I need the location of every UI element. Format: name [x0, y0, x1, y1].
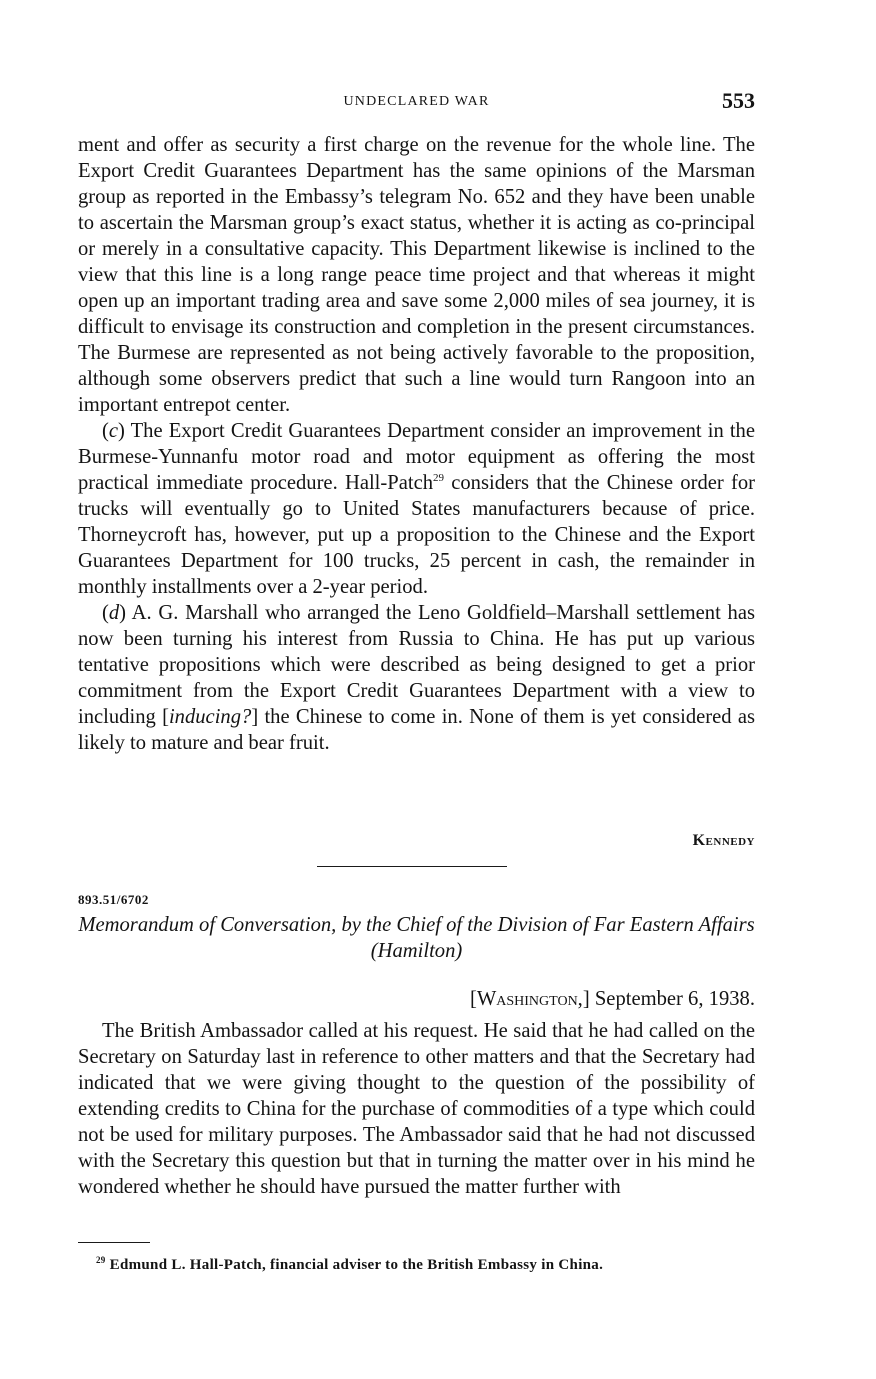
running-head: [78, 88, 755, 118]
paragraph-text: ) The Export Credit Guarantees Department consider an improvement in the Burmese-Yunnanfu motor road and motor equipment as offering the most practical immediate procedure. Hall-Patch: [78, 420, 755, 494]
signature: Kennedy: [692, 832, 755, 849]
italic-text: c: [108, 420, 118, 442]
body-text-bottom: [78, 1018, 755, 1200]
paragraph-text: (: [102, 420, 109, 442]
paragraph-text: considers that the Chinese order for trucks will eventually go to United States manufacturers because of price. Thorneycroft has, however, put up a proposition to the Chinese and the Export Guarantees Department for 100 trucks, 25 percent in cash, the remainder in monthly installments over a 2-year period.: [78, 472, 755, 598]
section-divider: [317, 866, 507, 867]
body-text-top: [78, 132, 755, 756]
footnote-reference: 29: [433, 472, 445, 485]
paragraph-text: (: [102, 602, 109, 624]
paragraph-p3: [78, 600, 755, 756]
italic-text: inducing?: [168, 706, 252, 728]
dateline: [470, 986, 755, 1012]
footnote: [96, 1255, 756, 1275]
paragraph-text: ] the Chinese to come in. None of them is yet considered as likely to mature and bear fruit.: [78, 706, 756, 754]
dateline-place: [Washington,]: [469, 988, 590, 1010]
paragraph-text: ) A. G. Marshall who arranged the Leno Goldfield–Marshall settlement has now been turning his interest from Russia to China. He has put up various tentative propositions which were described as being designed to get a prior commitment from the Export Credit Guarantees Department with a view to including [: [78, 602, 755, 728]
footnote-text: Edmund L. Hall-Patch, financial adviser to the British Embassy in China.: [109, 1257, 604, 1273]
footnote-rule: [78, 1242, 150, 1243]
page-number: 553: [722, 88, 755, 113]
file-number: 893.51/6702: [78, 892, 149, 907]
paragraph-p2: [78, 418, 755, 600]
paragraph-text: The British Ambassador called at his request. He said that he had called on the Secretary on Saturday last in reference to other matters and that the Secretary had indicated that we were giving thought to the question of the possibility of extending credits to China for the purchase of commodities of a type which could not be used for military purposes. The Ambassador said that he had not discussed with the Secretary this question but that in turning the matter over in his mind he wondered whether he should have pursued the matter further with: [78, 1020, 755, 1198]
memo-title: Memorandum of Conversation, by the Chief of the Division of Far Eastern Affairs (Hamilton): [78, 914, 755, 962]
paragraph-text: ment and offer as security a first charge on the revenue for the whole line. The Export Credit Guarantees Department has the same opinions of the Marsman group as reported in the Embassy’s telegram No. 652 and they have been unable to ascertain the Marsman group’s exact status, whether it is acting as co-principal or merely in a consultative capacity. This Department likewise is inclined to the view that this line is a long range peace time project and that whereas it might open up an important trading area and save some 2,000 miles of sea journey, it is difficult to envisage its construction and completion in the present circumstances. The Burmese are represented as not being actively favorable to the proposition, although some observers predict that such a line would turn Rangoon into an important entrepot center.: [78, 134, 755, 416]
footnote-marker: 29: [96, 1255, 106, 1265]
italic-text: d: [108, 602, 120, 624]
paragraph-p4: [78, 1018, 755, 1200]
paragraph-p1: [78, 132, 755, 418]
dateline-date: September 6, 1938.: [594, 988, 755, 1010]
running-title: UNDECLARED WAR: [343, 94, 490, 109]
